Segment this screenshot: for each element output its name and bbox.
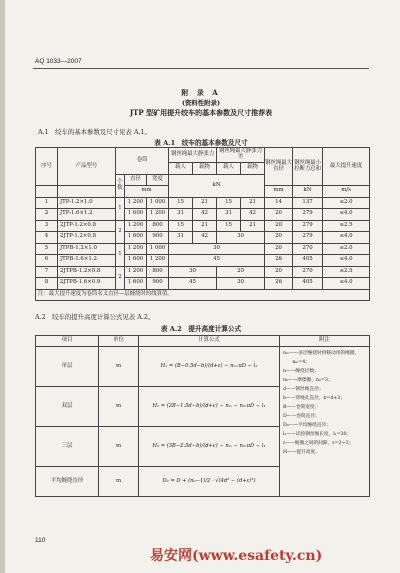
cell-formula: H₃ = (3B−2.5d−b)/(d+ε) − nₘ − n₀·πD − l₁ <box>139 427 280 467</box>
legend-line: n₀——摩擦圈，n₀=3； <box>283 378 333 383</box>
cell-no: 8 <box>36 278 58 290</box>
cell-diff-merged: 20 <box>217 266 265 278</box>
cell-model: 2JTPB-1.2×0.8 <box>58 266 116 278</box>
cell-speed: ≤4.0 <box>323 232 370 244</box>
cell-cargo: 21 <box>193 197 217 209</box>
cell-diameter: 1 600 <box>125 255 147 267</box>
cell-model: JTPB-1.2×1.0 <box>58 243 116 255</box>
cell-person: 31 <box>169 209 193 221</box>
cell-speed: ≤2.5 <box>323 266 370 278</box>
header-diameter: 直径 <box>125 174 147 186</box>
cell-width: 900 <box>147 232 169 244</box>
appendix-type: (资料性附录) <box>181 99 220 107</box>
cell-no: 6 <box>36 255 58 267</box>
cell-no: 3 <box>36 220 58 232</box>
cell-formula: D₀ = D + (n₀−1)/2 · √(4d² − (d+ε)²) <box>139 467 280 497</box>
cell-unit: m <box>99 427 139 467</box>
site-watermark: 易安网(www.esafety.cn) <box>150 548 323 564</box>
cell-rope-f: 279 <box>293 232 323 244</box>
cell-person: 15 <box>169 197 193 209</box>
header-mm-unit: mm <box>125 186 169 198</box>
appendix-title: JTP 型矿用提升绞车的基本参数及尺寸推荐表 <box>129 108 273 117</box>
header-divider <box>33 68 369 69</box>
cell-width: 800 <box>147 266 169 278</box>
cell-width: 1 000 <box>147 243 169 255</box>
unit-mm: mm <box>265 186 293 198</box>
cell-diameter: 1 200 <box>125 197 147 209</box>
cell-rope-f: 270 <box>293 243 323 255</box>
cell-no: 1 <box>36 197 58 209</box>
table-row <box>36 220 370 232</box>
table-a1-caption: 表 A.1 绞车的基本参数及尺寸 <box>154 139 248 147</box>
cell-rope-f: 279 <box>293 209 323 221</box>
cell-cargo2: 21 <box>241 220 265 232</box>
cell-cargo2: 21 <box>241 197 265 209</box>
cell-person2: 31 <box>217 209 241 221</box>
page-edge-shadow <box>0 0 5 573</box>
cell-rope-d: 20 <box>265 220 293 232</box>
cell-rope-d: 20 <box>265 209 293 221</box>
legend-line: l₁——试验钢丝绳长度，l₁=30； <box>283 432 352 437</box>
cell-count: 2 <box>116 266 125 289</box>
cell-rope-f: 405 <box>293 255 323 267</box>
legend-line: D——卷筒直径； <box>283 414 320 419</box>
table-row <box>36 255 370 267</box>
legend-line: H——提升高度。 <box>283 450 320 455</box>
cell-rope-d: 20 <box>265 232 293 244</box>
cell-speed: ≤2.0 <box>323 243 370 255</box>
appendix-label: 附 录 A <box>181 88 221 97</box>
cell-width: 900 <box>147 278 169 290</box>
header-person: 载人 <box>169 163 193 175</box>
cell-person: 15 <box>169 220 193 232</box>
header-person2: 载人 <box>217 163 241 175</box>
header-rope-force: 钢丝绳最小拉断力总和 <box>293 148 323 186</box>
cell-model: 2JTP-1.2×0.8 <box>58 232 116 244</box>
header-max-speed: 最大提升速度 <box>323 148 370 186</box>
cell-diameter: 1 200 <box>125 243 147 255</box>
header-blank-seq <box>36 186 58 198</box>
header-blank-model <box>58 186 116 198</box>
section-a1-text: A.1 绞车的基本参数及尺寸见表 A.1。 <box>38 128 151 136</box>
cell-unit: m <box>99 467 139 497</box>
cell-unit: m <box>99 387 139 427</box>
cell-speed: ≤2.5 <box>323 220 370 232</box>
cell-static-merged: 30 <box>169 266 217 278</box>
cell-tension-merged: 30 <box>169 243 265 255</box>
legend-line: ε——绳圈之间的间隙，ε=2~3； <box>283 441 354 446</box>
cell-speed: ≤4.0 <box>323 278 370 290</box>
cell-tension-merged: 45 <box>169 255 265 267</box>
cell-speed: ≤4.0 <box>323 209 370 221</box>
header-static-diff: 钢丝绳最大静张力差 <box>217 148 265 163</box>
legend-line: b——穿绳孔直径，b=d+3； <box>283 396 346 401</box>
header-model: 产品型号 <box>58 148 116 186</box>
cell-person: 31 <box>169 232 193 244</box>
cell-rope-f: 405 <box>293 278 323 290</box>
cell-no: 2 <box>36 209 58 221</box>
cell-model: JTP-1.6×1.2 <box>58 209 116 221</box>
cell-model: 2JTP-1.2×0.8 <box>58 220 116 232</box>
cell-cargo: 21 <box>193 220 217 232</box>
table-row <box>36 209 370 221</box>
cell-count: 1 <box>116 243 125 266</box>
legend-line: nₘ——多层缠绕时供移动用的绳圈， <box>283 351 360 356</box>
cell-rope-f: 137 <box>293 197 323 209</box>
table-a1-note: 注：最大提升速度为卷筒名义直径—层缠绕时的线算值。 <box>36 289 370 301</box>
cell-no: 5 <box>36 243 58 255</box>
cell-no: 4 <box>36 232 58 244</box>
cell-rope-d: 20 <box>265 243 293 255</box>
legend-line: B——卷筒宽度； <box>283 405 320 410</box>
cell-count: 2 <box>116 220 125 243</box>
unit-ms: m/s <box>323 186 370 198</box>
table-row <box>36 232 370 244</box>
cell-diameter: 1 600 <box>125 209 147 221</box>
cell-formula: H₁ = (B−0.5d−b)/(d+ε) − nₘ·πD − l₁ <box>139 347 280 387</box>
legend-line: n——缠绕层数； <box>283 369 319 374</box>
cell-cargo: 42 <box>193 209 217 221</box>
cell-speed: ≤2.0 <box>323 197 370 209</box>
unit-kn: kN <box>293 186 323 198</box>
cell-unit: m <box>99 347 139 387</box>
header-drum: 卷筒 <box>116 148 169 175</box>
cell-diff-merged: 30 <box>217 278 265 290</box>
header-rope-diameter: 钢丝绳最大直径 <box>265 148 293 186</box>
cell-formula: H₂ = (2B−1.5d−b)/(d+ε) − nₘ − n₀·πD − l₁ <box>139 387 280 427</box>
cell-count: 1 <box>116 197 125 220</box>
cell-diameter: 1 200 <box>125 266 147 278</box>
table-a1 <box>35 147 370 301</box>
header-count: 个数 <box>116 174 125 197</box>
cell-width: 800 <box>147 220 169 232</box>
header-seq: 序号 <box>36 148 58 186</box>
cell-item: 双层 <box>36 387 99 427</box>
header-cargo: 载物 <box>193 163 217 175</box>
header-kn-unit: kN <box>169 174 265 197</box>
table-a2-caption: 表 A.2 提升高度计算公式 <box>160 325 242 333</box>
cell-static-merged: 45 <box>169 278 217 290</box>
cell-rope-d: 20 <box>265 266 293 278</box>
cell-model: JTP-1.2×1.0 <box>58 197 116 209</box>
cell-no: 7 <box>36 266 58 278</box>
cell-model: 2JTPB-1.6×0.9 <box>58 278 116 290</box>
section-a2-text: A.2 绞车的提升高度计算公式见表 A.2。 <box>35 313 155 321</box>
header-formula: 计算公式 <box>139 336 280 347</box>
table-row <box>36 197 370 209</box>
table-row <box>36 278 370 290</box>
cell-speed: ≤4.0 <box>323 255 370 267</box>
header-cargo2: 载物 <box>241 163 265 175</box>
page-number: 110 <box>35 537 46 544</box>
cell-diameter: 1 600 <box>125 232 147 244</box>
header-item: 项目 <box>36 336 99 347</box>
cell-diameter: 1 200 <box>125 220 147 232</box>
legend-line: nₘ=4； <box>283 360 310 365</box>
cell-rope-f: 270 <box>293 266 323 278</box>
cell-rope-d: 26 <box>265 255 293 267</box>
table-a2 <box>35 335 370 497</box>
formula-legend <box>280 347 370 497</box>
cell-cargo: 42 <box>193 232 217 244</box>
legend-line: d——钢丝绳直径； <box>283 387 324 392</box>
cell-width: 1 000 <box>147 197 169 209</box>
standard-code: AQ 1033—2007 <box>35 58 82 65</box>
cell-model: JTPB-1.6×1.2 <box>58 255 116 267</box>
header-static-max: 钢丝绳最大静张力 <box>169 148 217 163</box>
table-row <box>36 243 370 255</box>
cell-diff-merged: 30 <box>217 232 265 244</box>
cell-cargo2: 42 <box>241 209 265 221</box>
cell-rope-d: 14 <box>265 197 293 209</box>
cell-item: 平均缠绕直径 <box>36 467 99 497</box>
cell-width: 1 200 <box>147 209 169 221</box>
cell-rope-f: 279 <box>293 220 323 232</box>
header-width: 宽度 <box>147 174 169 186</box>
cell-person2: 15 <box>217 220 241 232</box>
cell-width: 1 200 <box>147 255 169 267</box>
table-row <box>36 347 370 387</box>
legend-line: D₀——平均缠绕直径； <box>283 423 331 428</box>
cell-person2: 15 <box>217 197 241 209</box>
cell-item: 三层 <box>36 427 99 467</box>
cell-rope-d: 26 <box>265 278 293 290</box>
cell-diameter: 1 600 <box>125 278 147 290</box>
header-unit: 单位 <box>99 336 139 347</box>
cell-item: 单层 <box>36 347 99 387</box>
header-note: 附注 <box>280 336 370 347</box>
table-row <box>36 266 370 278</box>
